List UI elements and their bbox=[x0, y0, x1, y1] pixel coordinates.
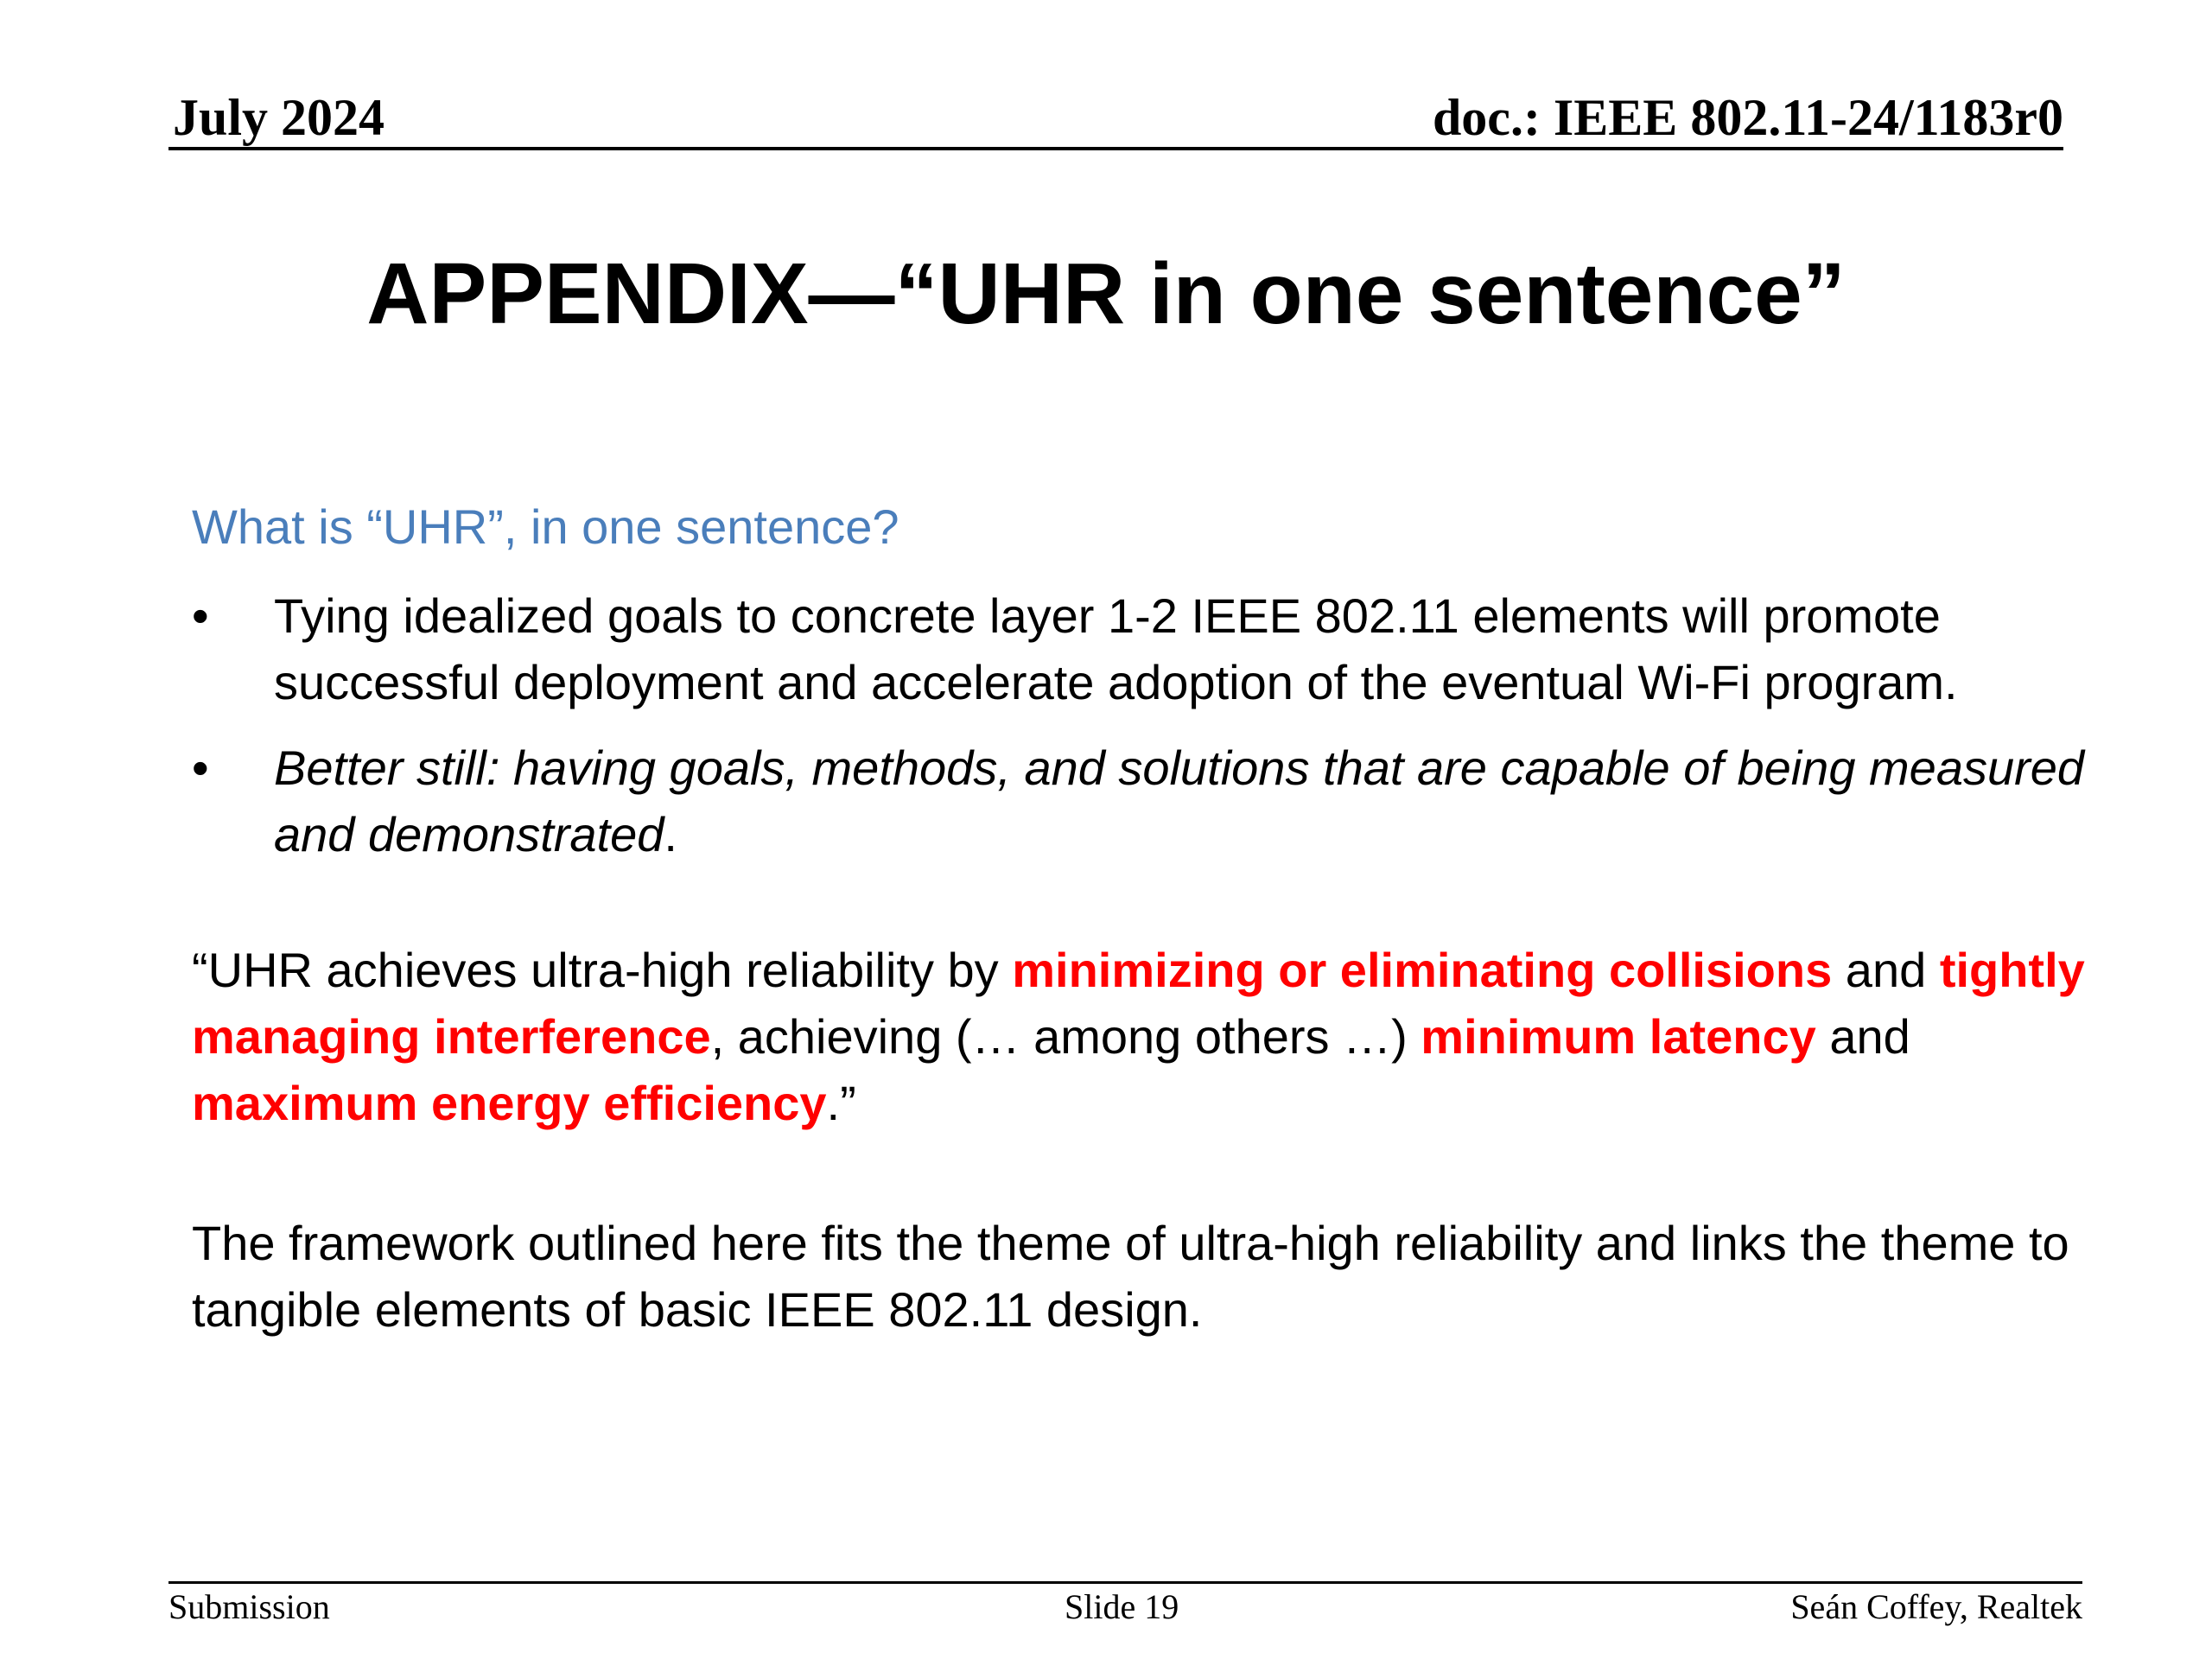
question-heading: What is “UHR”, in one sentence? bbox=[192, 499, 899, 554]
header-divider bbox=[168, 147, 2063, 150]
bullet-item-1 bbox=[192, 582, 2127, 715]
uhr-quote bbox=[192, 937, 2127, 1136]
footer-divider bbox=[168, 1581, 2082, 1584]
quote-text-3: , achieving (… among others …) bbox=[710, 1009, 1421, 1064]
bullet-item-2 bbox=[192, 734, 2127, 868]
footer-author: Seán Coffey, Realtek bbox=[1790, 1587, 2082, 1626]
footer-slide-number: Slide 19 bbox=[1065, 1587, 1179, 1626]
header-date: July 2024 bbox=[173, 89, 385, 146]
quote-text-2: and bbox=[1832, 943, 1940, 997]
header-doc-id: doc.: IEEE 802.11-24/1183r0 bbox=[1432, 89, 2063, 146]
bullet-icon: • bbox=[192, 588, 209, 643]
bullet-list bbox=[192, 582, 2127, 887]
framework-paragraph: The framework outlined here fits the theme of ultra-high reliability and links the theme to tangible elements of basic IEEE 802.11 design. bbox=[192, 1216, 2069, 1337]
bullet-text-1: Tying idealized goals to concrete layer 1-2 IEEE 802.11 elements will promote successful deployment and accelerate adoption of the eventual Wi-Fi program. bbox=[274, 588, 1958, 709]
quote-text-1: “UHR achieves ultra-high reliability by bbox=[192, 943, 1013, 997]
quote-text-4: and bbox=[1815, 1009, 1910, 1064]
slide-title: APPENDIX—“UHR in one sentence” bbox=[366, 245, 1846, 342]
quote-highlight-latency: minimum latency bbox=[1421, 1009, 1816, 1064]
bullet-text-2: Better still: having goals, methods, and solutions that are capable of being measured and demonstrated bbox=[274, 741, 2085, 861]
quote-highlight-collisions: minimizing or eliminating collisions bbox=[1012, 943, 1833, 997]
bullet-text-2-end: . bbox=[664, 807, 677, 861]
quote-highlight-interference: tightly managing interference bbox=[192, 943, 2085, 1064]
quote-highlight-energy: maximum energy efficiency bbox=[192, 1076, 827, 1130]
bullet-icon: • bbox=[192, 741, 209, 795]
footer-submission: Submission bbox=[168, 1587, 330, 1626]
quote-text-5: .” bbox=[826, 1076, 856, 1130]
